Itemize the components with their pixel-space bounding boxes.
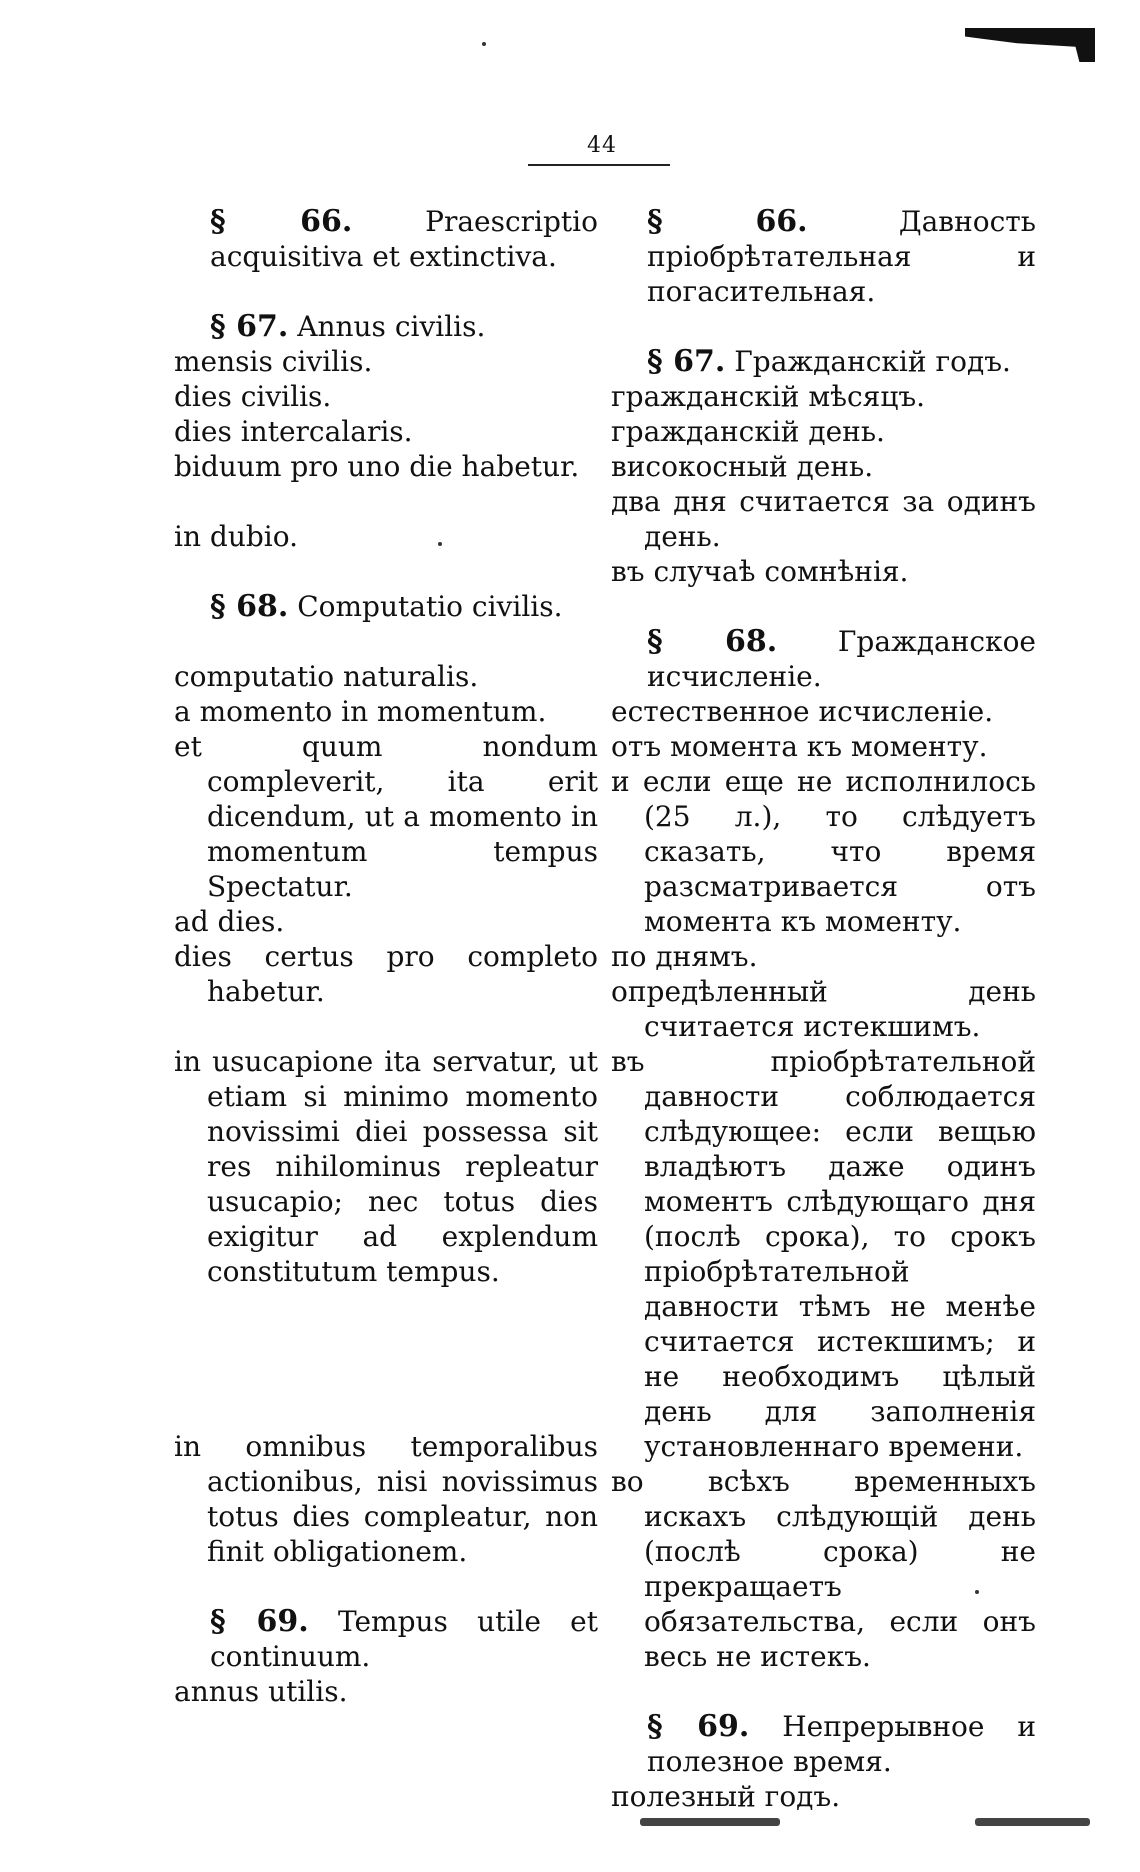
speck	[438, 542, 442, 546]
paragraph-gap	[174, 554, 598, 589]
section-heading	[611, 344, 1036, 379]
section-heading	[174, 309, 598, 344]
section-number: § 66.	[647, 204, 808, 239]
term-entry: отъ момента къ моменту.	[611, 730, 988, 763]
paragraph-gap	[174, 1009, 598, 1044]
paragraph-gap	[174, 1324, 598, 1359]
page-number: 44	[587, 133, 617, 158]
section-title: Annus civilis.	[288, 310, 486, 343]
paragraph-gap	[611, 309, 1036, 344]
speck	[482, 42, 486, 46]
paragraph-gap	[174, 1359, 598, 1394]
page-number-rule	[528, 164, 670, 166]
section-number: § 69.	[647, 1709, 750, 1744]
section-heading	[174, 1604, 598, 1674]
section-title: Непрерывное и полезное время.	[647, 1710, 1036, 1778]
term-entry: in omnibus temporalibus actionibus, nisi novissimus totus dies compleatur, non finit obligationem.	[174, 1430, 598, 1568]
term-entry: annus utilis.	[174, 1675, 348, 1708]
paragraph-gap	[174, 624, 598, 659]
scan-smudge	[640, 1818, 780, 1826]
paragraph-gap	[174, 1289, 598, 1324]
section-number: § 68.	[210, 589, 289, 624]
paragraph-gap	[174, 484, 598, 519]
term-entry: въ пріобрѣтательной давности соблюдается слѣдующее: если вещью владѣютъ даже одинъ моментъ слѣдующаго дня (послѣ срока), то срокъ пріобрѣтательной давности тѣмъ не менѣе считается истекшимъ; и не необходимъ цѣлый день для заполненія установленнаго времени.	[611, 1045, 1036, 1463]
term-entry: dies civilis.	[174, 380, 332, 413]
latin-column	[174, 204, 598, 1709]
term-entry: гражданскій мѣсяцъ.	[611, 380, 926, 413]
term-entry: въ случаѣ сомнѣнія.	[611, 555, 909, 588]
term-entry: по днямъ.	[611, 940, 758, 973]
section-heading	[611, 1709, 1036, 1779]
term-entry: полезный годъ.	[611, 1780, 841, 1813]
term-entry: et quum nondum compleverit, ita erit dicendum, ut a momento in momentum tempus Spectatur.	[174, 730, 598, 903]
section-title: Tempus utile et continuum.	[210, 1605, 598, 1673]
term-entry: во всѣхъ временныхъ искахъ слѣдующій день (послѣ срока) не прекращаетъ обязательства, если онъ весь не истекъ.	[611, 1465, 1036, 1673]
term-entry: in dubio.	[174, 520, 298, 553]
paragraph-gap	[174, 1394, 598, 1429]
section-number: § 66.	[210, 204, 353, 239]
term-entry: високосный день.	[611, 450, 874, 483]
section-title: Computatio civilis.	[288, 590, 563, 623]
term-entry: и если еще не исполнилось (25 л.), то слѣдуетъ сказать, что время разсматривается отъ момента къ моменту.	[611, 765, 1036, 938]
russian-column	[611, 204, 1036, 1814]
paragraph-gap	[174, 1569, 598, 1604]
section-number: § 67.	[647, 344, 726, 379]
term-entry: опредѣленный день считается истекшимъ.	[611, 975, 1036, 1043]
section-number: § 67.	[210, 309, 289, 344]
paragraph-gap	[611, 1674, 1036, 1709]
section-title: Гражданское исчисленіе.	[647, 625, 1036, 693]
term-entry: in usucapione ita servatur, ut etiam si minimo momento novissimi diei possessa sit res nihilominus repleatur usucapio; nec totus dies exigitur ad explendum constitutum tempus.	[174, 1045, 598, 1288]
scan-edge-mark	[965, 28, 1095, 62]
section-title: Гражданскій годъ.	[725, 345, 1011, 378]
term-entry: естественное исчисленіе.	[611, 695, 994, 728]
term-entry: dies intercalaris.	[174, 415, 413, 448]
term-entry: dies certus pro completo habetur.	[174, 940, 598, 1008]
term-entry: mensis civilis.	[174, 345, 373, 378]
section-title: Praescriptio acquisitiva et extinctiva.	[210, 205, 598, 273]
section-number: § 68.	[647, 624, 778, 659]
section-title: Давность пріобрѣтательная и погасительная.	[647, 205, 1037, 308]
term-entry: biduum pro uno die habetur.	[174, 450, 580, 483]
term-entry: computatio naturalis.	[174, 660, 479, 693]
term-entry: a momento in momentum.	[174, 695, 547, 728]
section-heading	[174, 589, 598, 624]
term-entry: гражданскій день.	[611, 415, 885, 448]
section-number: § 69.	[210, 1604, 309, 1639]
section-heading	[611, 624, 1036, 694]
section-heading	[611, 204, 1036, 309]
paragraph-gap	[174, 274, 598, 309]
paragraph-gap	[611, 589, 1036, 624]
term-entry: ad dies.	[174, 905, 285, 938]
section-heading	[174, 204, 598, 274]
scan-smudge	[975, 1818, 1090, 1826]
term-entry: два дня считается за одинъ день.	[611, 485, 1036, 553]
speck	[975, 1590, 979, 1594]
